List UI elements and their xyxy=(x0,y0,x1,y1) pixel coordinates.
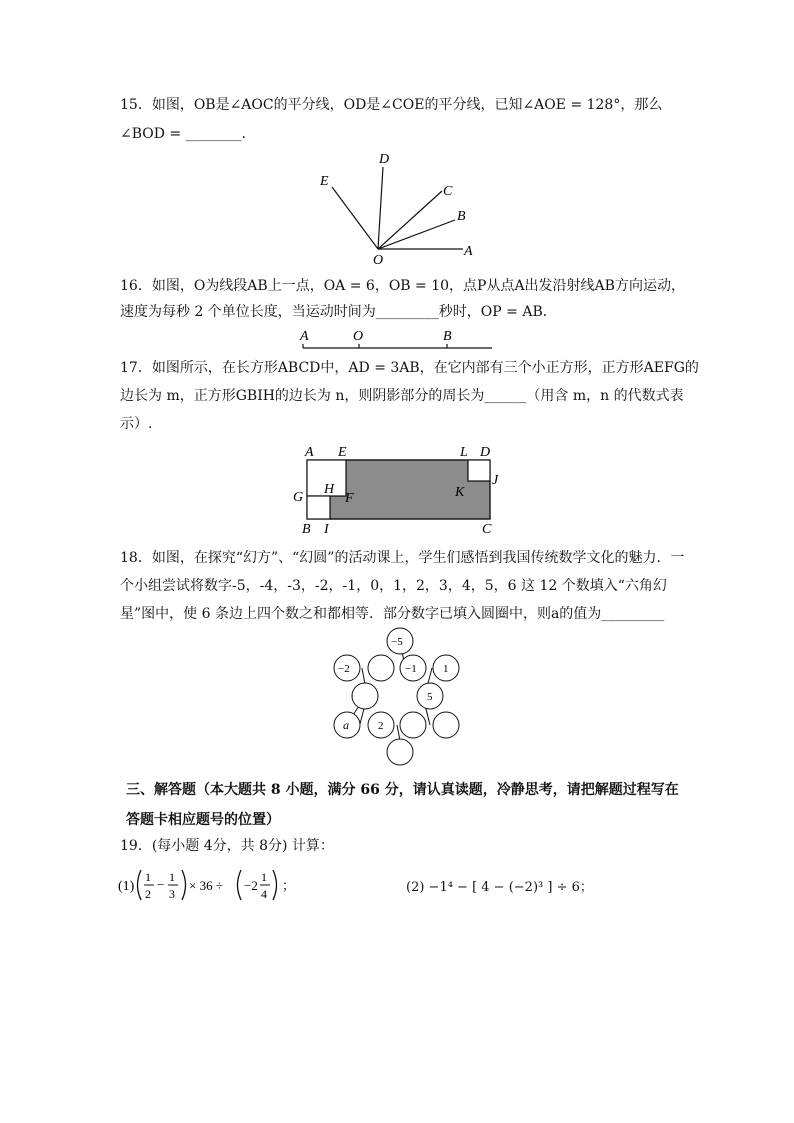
circle-right-text: 1 xyxy=(443,663,449,675)
part1-label: (1) xyxy=(118,879,135,894)
svg-text:1: 1 xyxy=(169,870,175,884)
circle-five-text: 5 xyxy=(427,691,433,703)
circle-empty-1 xyxy=(368,655,394,681)
q15-angle-figure xyxy=(300,145,500,270)
label-c: C xyxy=(443,184,453,199)
label-b: B xyxy=(457,209,466,224)
svg-text:3: 3 xyxy=(169,887,175,901)
svg-text:2: 2 xyxy=(145,887,151,901)
q18-line2: 个小组尝试将数字-5，-4，-3，-2，-1，0，1，2，3，4，5，6 这 12 个数填入“六角幻 xyxy=(120,578,667,594)
q17-line1: 17．如图所示，在长方形ABCD中，AD = 3AB，在它内部有三个小正方形，正方形AEFG的 xyxy=(120,360,699,376)
square-gbih xyxy=(307,496,330,519)
svg-text:1: 1 xyxy=(261,870,267,884)
q15-line1: 15．如图，OB是∠AOC的平分线，OD是∠COE的平分线，已知∠AOE = 128°，那么 xyxy=(120,97,663,113)
q17-rectangle-figure xyxy=(290,440,510,540)
q16-segment-figure xyxy=(295,325,505,355)
label-c: C xyxy=(482,522,492,537)
circle-empty-2 xyxy=(352,683,378,709)
ray-oc xyxy=(378,191,442,249)
label-o: O xyxy=(353,329,364,344)
svg-text:−2: −2 xyxy=(244,878,258,893)
circle-top-text: −5 xyxy=(391,636,403,648)
square-ldjk xyxy=(468,460,490,481)
q17-line2: 边长为 m，正方形GBIH的边长为 n，则阴影部分的周长为______（用含 m，n 的代数式表 xyxy=(120,388,684,404)
circle-empty-5 xyxy=(387,739,413,765)
q16-line2: 速度为每秒 2 个单位长度，当运动时间为_________秒时，OP = AB． xyxy=(120,304,557,320)
label-j: J xyxy=(492,473,499,488)
circle-empty-3 xyxy=(400,712,426,738)
ray-ob xyxy=(378,220,455,249)
q19-part1-expression xyxy=(115,862,315,908)
q17-line3: 示）. xyxy=(120,416,153,432)
circle-a-text: a xyxy=(343,718,349,732)
ray-od xyxy=(378,167,383,249)
label-a: A xyxy=(300,329,309,344)
section3-line1: 三、解答题（本大题共 8 小题，满分 66 分，请认真读题，冷静思考，请把解题过程写在 xyxy=(126,782,679,798)
q19-intro: 19．(每小题 4分，共 8分) 计算： xyxy=(120,838,334,854)
circle-two-text: 2 xyxy=(378,720,384,732)
q19-part2: (2) −1⁴ − [ 4 − (−2)³ ] ÷ 6； xyxy=(406,880,593,895)
label-a: A xyxy=(464,244,473,259)
q15-line2: ∠BOD = ________． xyxy=(120,126,256,142)
label-d: D xyxy=(379,152,390,167)
label-i: I xyxy=(324,522,329,537)
svg-text:4: 4 xyxy=(261,887,267,901)
label-o: O xyxy=(373,253,384,268)
label-k: K xyxy=(455,485,465,500)
part1-middle: × 36 ÷ xyxy=(189,878,223,893)
label-a: A xyxy=(305,445,314,460)
q18-line1: 18．如图，在探究“幻方”、“幻圆”的活动课上，学生们感悟到我国传统数学文化的魅力．一 xyxy=(120,550,685,566)
shaded-region xyxy=(330,460,490,519)
label-b: B xyxy=(302,522,311,537)
label-h: H xyxy=(324,482,335,497)
label-e: E xyxy=(338,445,347,460)
q18-star-figure xyxy=(320,625,470,770)
circle-empty-4 xyxy=(433,712,459,738)
label-l: L xyxy=(460,445,468,460)
ray-oe xyxy=(332,187,378,249)
svg-text:1: 1 xyxy=(145,870,151,884)
section3-line2: 答题卡相应题号的位置） xyxy=(126,812,280,828)
q18-line3: 星”图中，使 6 条边上四个数之和都相等．部分数字已填入圆圈中，则a的值为_________ xyxy=(120,606,665,622)
circle-left-text: −2 xyxy=(338,663,350,675)
label-g: G xyxy=(293,490,304,505)
label-e: E xyxy=(320,174,329,189)
label-f: F xyxy=(345,491,354,506)
svg-text:−: − xyxy=(157,877,165,892)
circle-mid-text: −1 xyxy=(405,663,417,675)
label-d: D xyxy=(480,445,491,460)
q16-line1: 16．如图，O为线段AB上一点，OA = 6，OB = 10，点P从点A出发沿射线AB方向运动， xyxy=(120,278,685,294)
label-b: B xyxy=(443,329,452,344)
part1-end: ； xyxy=(282,878,296,893)
